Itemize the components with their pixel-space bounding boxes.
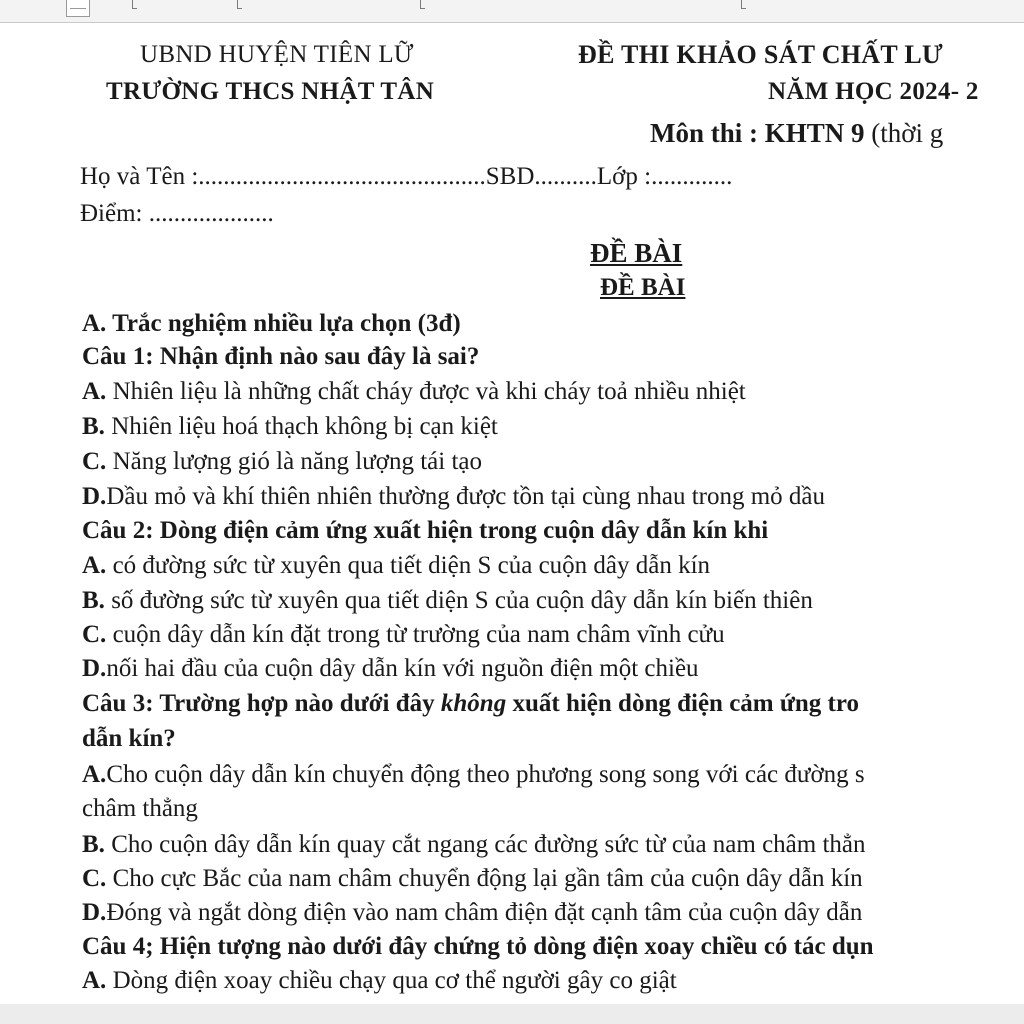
option-text: cuộn dây dẫn kín đặt trong từ trường của nam châm vĩnh cửu — [106, 621, 725, 648]
district-name: UBND HUYỆN TIÊN LỮ — [140, 41, 414, 68]
question-3-continued: dẫn kín? — [82, 725, 176, 752]
option-text: Dòng điện xoay chiều chạy qua cơ thể người gây co giật — [106, 967, 677, 994]
subject-name: Môn thi : KHTN 9 — [650, 118, 865, 148]
option-label: A. — [82, 761, 107, 788]
q3-option-a-continued: châm thẳng — [82, 795, 198, 822]
student-info-line: Họ và Tên :..............................................SBD..........Lớp :............. — [80, 163, 733, 190]
option-label: A. — [82, 552, 107, 579]
school-year: NĂM HỌC 2024- 2 — [768, 78, 979, 105]
exam-title: ĐỀ THI KHẢO SÁT CHẤT LƯ — [578, 40, 943, 69]
ruler-marker[interactable] — [420, 0, 421, 9]
score-line: Điểm: .................... — [80, 200, 274, 227]
option-label: A. — [82, 967, 107, 994]
ruler-marker[interactable] — [132, 0, 133, 9]
option-text: Nhiên liệu là những chất cháy được và khi cháy toả nhiều nhiệt — [106, 378, 746, 405]
question-emphasis: không — [440, 690, 507, 717]
option-text: Cho cuộn dây dẫn kín quay cắt ngang các đường sức từ của nam châm thẳn — [104, 831, 866, 858]
exam-heading-duplicate: ĐỀ BÀI — [600, 274, 686, 301]
q1-option-b — [82, 412, 498, 442]
ruler-marker[interactable] — [237, 0, 238, 9]
school-name: TRƯỜNG THCS NHẬT TÂN — [106, 78, 435, 105]
option-text: Nhiên liệu hoá thạch không bị cạn kiệt — [104, 413, 498, 440]
q1-option-a — [82, 377, 746, 407]
q1-option-c — [82, 447, 482, 477]
option-text: Cho cuộn dây dẫn kín chuyển động theo phương song song với các đường s — [106, 761, 865, 788]
q2-option-c — [82, 620, 725, 650]
option-text: Cho cực Bắc của nam châm chuyển động lại gần tâm của cuộn dây dẫn kín — [106, 865, 863, 892]
option-label: B. — [82, 831, 105, 858]
section-heading: A. Trắc nghiệm nhiều lựa chọn (3đ) — [82, 310, 461, 337]
option-label: C. — [82, 621, 107, 648]
option-label: C. — [82, 865, 107, 892]
option-text: Dầu mỏ và khí thiên nhiên thường được tồn tại cùng nhau trong mỏ dầu — [106, 483, 826, 510]
question-text: xuất hiện dòng điện cảm ứng tro — [506, 690, 860, 717]
q4-option-a — [82, 966, 677, 996]
option-text: có đường sức từ xuyên qua tiết diện S của cuộn dây dẫn kín — [106, 552, 711, 579]
question-3 — [82, 689, 859, 719]
question-4: Câu 4; Hiện tượng nào dưới đây chứng tỏ dòng điện xoay chiều có tác dụn — [82, 933, 874, 960]
q2-option-a — [82, 551, 710, 581]
option-label: C. — [82, 448, 107, 475]
q3-option-d — [82, 898, 862, 928]
subject-line — [650, 118, 943, 148]
q3-option-c — [82, 864, 863, 894]
q2-option-d — [82, 654, 699, 684]
option-label: D. — [82, 483, 107, 510]
question-1: Câu 1: Nhận định nào sau đây là sai? — [82, 343, 480, 370]
subject-time: (thời g — [864, 118, 944, 148]
q2-option-b — [82, 586, 813, 616]
option-label: D. — [82, 899, 107, 926]
option-text: số đường sức từ xuyên qua tiết diện S của cuộn dây dẫn kín biến thiên — [104, 587, 813, 614]
option-label: A. — [82, 378, 107, 405]
bottom-scroll-area[interactable] — [0, 1004, 1024, 1024]
q1-option-d — [82, 482, 825, 512]
ruler-bar — [0, 0, 1024, 23]
ruler-marker[interactable] — [741, 0, 742, 9]
q3-option-b — [82, 830, 866, 860]
option-text: Đóng và ngắt dòng điện vào nam châm điện đặt cạnh tâm của cuộn dây dẫn — [106, 899, 863, 926]
question-text: Câu 3: Trường hợp nào dưới đây — [82, 690, 441, 717]
option-label: B. — [82, 413, 105, 440]
question-2: Câu 2: Dòng điện cảm ứng xuất hiện trong cuộn dây dẫn kín khi — [82, 517, 769, 544]
q3-option-a — [82, 760, 865, 790]
option-text: Năng lượng gió là năng lượng tái tạo — [106, 448, 483, 475]
option-label: B. — [82, 587, 105, 614]
exam-heading: ĐỀ BÀI — [590, 238, 683, 268]
option-label: D. — [82, 655, 107, 682]
ruler-tab-selector[interactable] — [66, 0, 90, 17]
option-text: nối hai đầu của cuộn dây dẫn kín với nguồn điện một chiều — [106, 655, 699, 682]
